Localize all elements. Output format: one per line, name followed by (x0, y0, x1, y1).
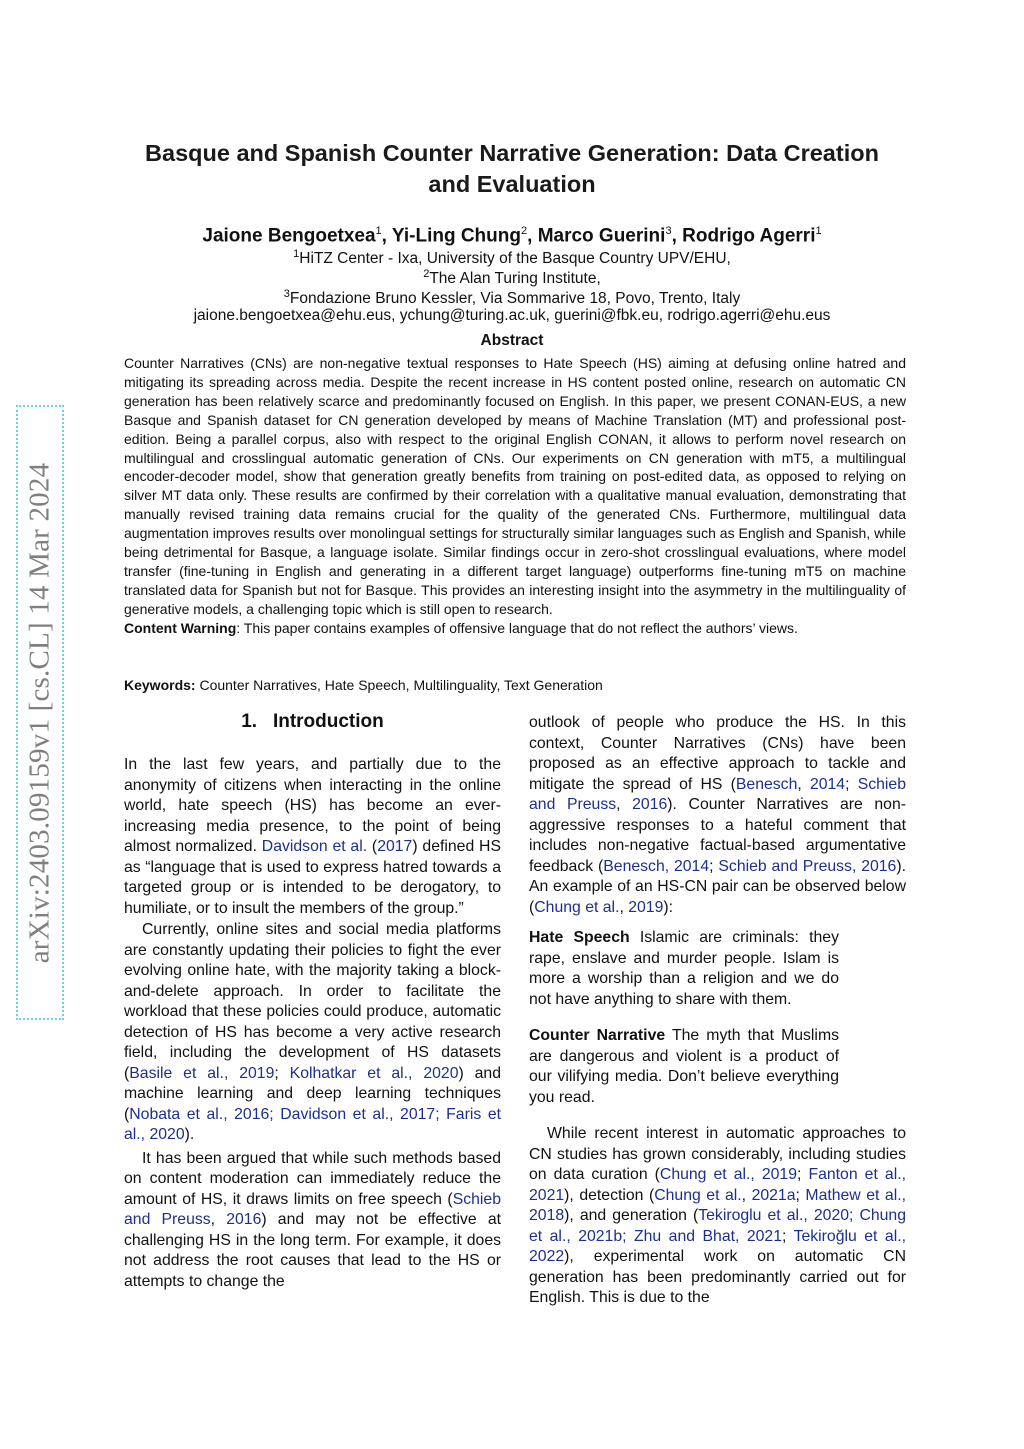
body-text: ; (845, 775, 858, 793)
author-name: Yi-Ling Chung (391, 225, 521, 247)
body-text: ; (795, 1186, 806, 1204)
author-sep: , (381, 225, 392, 247)
intro-paragraph-5 (529, 1124, 906, 1309)
citation-link[interactable]: 2016 (632, 796, 668, 813)
body-text: ), detection ( (564, 1186, 655, 1204)
title-line-2: and Evaluation (428, 171, 596, 197)
body-text: ), and generation ( (564, 1207, 699, 1224)
body-text: ; (782, 1227, 794, 1245)
body-text: ), experimental work on automatic CN generation has been predominantly carried out for English. This is due to the (529, 1248, 906, 1306)
body-text: , (741, 1186, 752, 1204)
affiliation-sup: 3 (283, 288, 290, 300)
citation-link[interactable]: 2019 (628, 898, 664, 916)
body-text: outlook of people who produce the HS. In this context, Counter Narratives (CNs) have been proposed as an effective approach to tackle and mitigate the spread of HS ( (529, 714, 906, 793)
body-text: , (619, 898, 629, 916)
author-sep: , (527, 225, 538, 247)
keywords-label: Keywords: (124, 677, 196, 693)
citation-link[interactable]: Benesch, 2014 (603, 857, 710, 875)
paper-title (110, 138, 914, 200)
body-text: ) and machine learning and deep learning techniques ( (124, 1064, 501, 1123)
content-warning-label: Content Warning (124, 619, 237, 636)
intro-paragraph-2 (124, 920, 501, 1146)
citation-link[interactable]: Chung et al., 2019 (659, 1166, 798, 1183)
counter-narrative-label: Counter Narrative (529, 1027, 666, 1044)
citation-link[interactable]: Schieb and Preuss (529, 775, 906, 813)
right-column (529, 713, 906, 1309)
body-text: ). (184, 1126, 195, 1143)
body-text: While recent interest in automatic approaches to CN studies has grown considerably, including studies on data curation ( (529, 1125, 906, 1183)
body-text: ; (709, 857, 719, 875)
hate-speech-example (529, 928, 839, 1010)
section-number: 1. (241, 711, 258, 732)
hate-speech-label: Hate Speech (529, 929, 630, 946)
citation-link[interactable]: Fanton et al., 2021 (529, 1166, 906, 1204)
affiliation-sup: 1 (293, 248, 300, 260)
author-emails: jaione.bengoetxea@ehu.eus, ychung@turing.ac.uk, guerini@fbk.eu, rodrigo.agerri@ehu.eus (193, 307, 831, 324)
author-sup: 2 (521, 225, 528, 237)
body-text: In the last few years, and partially due to the anonymity of citizens when interacting in the online world, hate speech (HS) has become an ever-increasing media presence, to the point of being almost normalized. (124, 756, 501, 855)
intro-paragraph-3 (124, 1149, 501, 1293)
citation-link[interactable]: Nobata et al., 2016; Davidson et al., 2017; Faris et al., 2020 (124, 1105, 501, 1143)
body-text: , (797, 775, 810, 793)
title-line-1: Basque and Spanish Counter Narrative Generation: Data Creation (145, 140, 879, 166)
citation-link[interactable]: Kolhatkar et al., 2020 (289, 1064, 459, 1082)
affiliation-text: The Alan Turing Institute, (429, 270, 601, 288)
counter-narrative-text: The myth that Muslims are dangerous and violent is a product of our vilifying media. Don’t believe everything you read. (529, 1027, 839, 1106)
left-column (124, 709, 501, 1292)
citation-link[interactable]: Chung et al. (654, 1186, 742, 1204)
arxiv-stamp: arXiv:2403.09159v1 [cs.CL] 14 Mar 2024 (23, 462, 56, 964)
section-heading (124, 709, 501, 735)
affiliation-text: HiTZ Center - Ixa, University of the Basque Country UPV/EHU, (299, 250, 731, 268)
citation-link[interactable]: Chung et al. (534, 898, 620, 916)
citation-link[interactable]: 2017 (377, 838, 413, 855)
body-text: ; (274, 1064, 290, 1082)
counter-narrative-example (529, 1026, 839, 1108)
body-text: Currently, online sites and social media platforms are constantly updating their policies to fight the ever evolving online hate, with the majority taking a block-and-delete approach. In order to facilitate the workload that these policies could produce, automatic detection of HS has become a very active research field, including the development of HS datasets ( (124, 921, 501, 1082)
keywords-text: Counter Narratives, Hate Speech, Multilinguality, Text Generation (195, 677, 603, 693)
affiliation-text: Fondazione Bruno Kessler, Via Sommarive 18, Povo, Trento, Italy (289, 290, 741, 308)
author-name: Rodrigo Agerri (682, 225, 816, 247)
body-text: ) and may not be effective at challenging HS in the long term. For example, it does not address the root causes that lead to the HS or attempts to change the (124, 1211, 501, 1290)
author-sup: 3 (665, 225, 672, 237)
affiliation-sup: 2 (423, 268, 430, 280)
author-name: Jaione Bengoetxea (202, 225, 376, 247)
citation-link[interactable]: Davidson et al. (261, 838, 368, 855)
keywords (124, 676, 906, 695)
hate-speech-text: Islamic are criminals: they rape, enslave and murder people. Islam is more a worship than a religion and we do not have anything to share with them. (529, 929, 839, 1008)
content-warning (124, 619, 906, 638)
author-sep: , (671, 225, 683, 247)
abstract-heading: Abstract (480, 332, 544, 349)
citation-link[interactable]: 2021a (751, 1186, 796, 1204)
author-name: Marco Guerini (537, 225, 666, 247)
body-text: ). An example of an HS-CN pair can be observed below ( (529, 857, 906, 916)
intro-paragraph-4 (529, 713, 906, 918)
intro-paragraph-1 (124, 755, 501, 919)
citation-link[interactable]: Basile et al., 2019 (129, 1064, 275, 1082)
body-text: ; (797, 1166, 809, 1183)
body-text: ): (663, 898, 674, 916)
body-text: ). Counter Narratives are non-aggressive responses to a hateful comment that includes non-negative factual-based argumentative feedback ( (529, 796, 906, 875)
citation-link[interactable]: Schieb and Preuss, 2016 (718, 857, 897, 875)
citation-link[interactable]: 2016 (226, 1211, 262, 1228)
body-text: , (616, 796, 633, 813)
content-warning-text: : This paper contains examples of offensive language that do not reflect the authors’ views. (236, 619, 798, 636)
citation-link[interactable]: Schieb and Preuss (124, 1190, 501, 1228)
body-text: , (210, 1211, 227, 1228)
body-text: It has been argued that while such methods based on content moderation can immediately reduce the amount of HS, it draws limits on free speech ( (124, 1149, 501, 1208)
citation-link[interactable]: Benesch (735, 775, 798, 793)
citation-link[interactable]: 2014 (809, 775, 846, 793)
abstract-body (124, 354, 906, 638)
body-text: ( (367, 838, 378, 855)
citation-link[interactable]: Tekiroglu et al., 2020; Chung et al., 2021b; Zhu and Bhat, 2021 (529, 1207, 907, 1245)
citation-link[interactable]: Tekiroğlu et al., 2022 (529, 1227, 906, 1265)
body-text: ) defined HS as “language that is used to express hatred towards a targeted group or is intended to be derogatory, to humiliate, or to insult the members of the group.” (124, 838, 501, 917)
author-sup: 1 (375, 225, 382, 237)
citation-link[interactable]: Mathew et al., 2018 (529, 1186, 906, 1224)
abstract-text: Counter Narratives (CNs) are non-negative textual responses to Hate Speech (HS) aiming at defusing online hatred and mitigating its spreading across media. Despite the recent increase in HS content posted online, research on automatic CN generation has been relatively scarce and predominantly focused on English. In this paper, we present CONAN-EUS, a new Basque and Spanish dataset for CN generation developed by means of Machine Translation (MT) and professional post-edition. Being a parallel corpus, also with respect to the original English CONAN, it allows to perform novel research on multilingual and crosslingual automatic generation of CNs. Our experiments on CN generation with mT5, a multilingual encoder-decoder model, show that generation greatly benefits from training on post-edited data, as opposed to relying on silver MT data only. These results are confirmed by their correlation with a qualitative manual evaluation, demonstrating that manually revised training data remains crucial for the quality of the generated CNs. Furthermore, multilingual data augmentation improves results over monolingual settings for structurally similar languages such as English and Spanish, while being detrimental for Basque, a language isolate. Similar findings occur in zero-shot crosslingual evaluations, where model transfer (fine-tuning in English and generating in a different target language) outperforms fine-tuning mT5 on machine translated data for Spanish but not for Basque. This provides an interesting insight into the asymmetry in the multilinguality of generative models, a challenging topic which is still open to research. (124, 355, 906, 617)
section-title: Introduction (272, 711, 384, 732)
author-sup: 1 (815, 225, 822, 237)
